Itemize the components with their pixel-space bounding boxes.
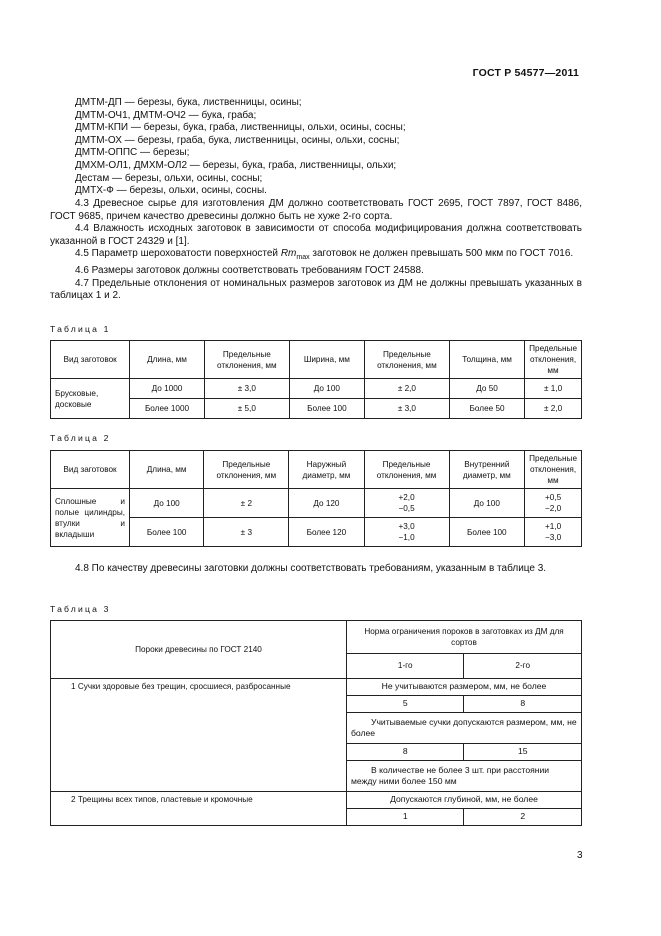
paragraph-4-7: 4.7 Предельные отклонения от номинальных размеров заготовок из ДМ не должны превышать указанных в таблицах 1 и 2. xyxy=(50,277,582,302)
table-cell xyxy=(525,489,582,518)
table-cell: 5 xyxy=(347,696,464,713)
grade-species: березы, ольхи, осины, сосны; xyxy=(124,172,263,184)
list-item xyxy=(50,97,582,110)
grade-species: бука, граба; xyxy=(201,109,257,121)
table2-header-row xyxy=(51,451,582,489)
table2-kind-cell: Сплошные и полые цилиндры, втулки и вкладыши xyxy=(51,489,130,547)
table-row xyxy=(51,679,582,696)
grade-species: березы, бука, лиственницы, осины; xyxy=(137,97,302,108)
table-cell: До 1000 xyxy=(130,379,204,399)
table3-defect-1: 1 Сучки здоровые без трещин, сросшиеся, разбросанные xyxy=(51,679,347,792)
grade-species: березы, бука, граба, лиственницы, ольхи; xyxy=(202,159,397,171)
table2-header-cell: Наружный диаметр, мм xyxy=(289,451,364,489)
paragraphs-block xyxy=(50,198,582,303)
table1-header-cell: Предельные отклонения, мм xyxy=(364,341,449,379)
table3-defects-header: Пороки древесины по ГОСТ 2140 xyxy=(51,621,347,679)
paragraph-4-8: 4.8 По качеству древесины заготовки должны соответствовать требованиям, указанным в таблице 3. xyxy=(75,563,547,574)
grade-name: ДМТМ-ОППС xyxy=(75,147,138,159)
page-number: 3 xyxy=(577,850,583,861)
table-cell: Более 120 xyxy=(289,518,364,547)
table2-header-cell: Длина, мм xyxy=(130,451,204,489)
table-cell: До 120 xyxy=(289,489,364,518)
list-item xyxy=(50,160,582,173)
table-cell: В количестве не более 3 шт. при расстоянии между ними более 150 мм xyxy=(347,761,582,792)
grade-name: ДМТМ-ОХ xyxy=(75,134,122,146)
list-item xyxy=(50,147,582,160)
table3-caption: Таблица 3 xyxy=(50,604,111,614)
table-cell: 15 xyxy=(464,744,582,761)
deviation-upper: +3,0 xyxy=(398,522,415,531)
table1-header-cell: Предельные отклонения, мм xyxy=(525,341,582,379)
table-cell: Более 1000 xyxy=(130,399,204,419)
grade-name: ДМТМ-КПИ xyxy=(75,122,129,134)
roughness-symbol: Rm xyxy=(280,248,297,260)
paragraph-4-4: 4.4 Влажность исходных заготовок в зависимости от способа модифицирования должна соответствовать указанной в ГОСТ 24329 и [1]. xyxy=(50,223,582,247)
table-cell: ± 1,0 xyxy=(525,379,582,399)
list-item xyxy=(50,173,582,186)
table2-header-cell: Внутренний диаметр, мм xyxy=(449,451,525,489)
dash: — xyxy=(124,97,135,108)
table-cell: Не учитываются размером, мм, не более xyxy=(347,679,582,696)
paragraph-4-5 xyxy=(50,248,582,265)
table-cell: ± 2 xyxy=(204,489,289,518)
paragraph-block-4-8 xyxy=(50,563,582,576)
list-item xyxy=(50,135,582,148)
table-cell xyxy=(525,518,582,547)
table-cell: 2 xyxy=(464,809,582,826)
table2-header-cell: Предельные отклонения, мм xyxy=(364,451,449,489)
grade-name: ДМХМ-ОЛ1, ДМХМ-ОЛ2 xyxy=(75,159,188,171)
deviation-lower: −0,5 xyxy=(398,504,415,513)
table1-header-cell: Ширина, мм xyxy=(289,341,364,379)
table-cell: Допускаются глубиной, мм, не более xyxy=(347,792,582,809)
dash: — xyxy=(124,134,135,146)
list-item xyxy=(50,185,582,198)
dash: — xyxy=(116,185,127,197)
table2-caption: Таблица 2 xyxy=(50,433,111,443)
roughness-subscript: max xyxy=(296,254,310,262)
table-cell: ± 2,0 xyxy=(525,399,582,419)
deviation-upper: +0,5 xyxy=(544,493,562,502)
table-cell xyxy=(364,518,449,547)
table3-norm-header: Норма ограничения пороков в заготовках из ДМ для сортов xyxy=(347,621,582,654)
dash: — xyxy=(188,109,199,121)
table2-header-cell: Предельные отклонения, мм xyxy=(204,451,289,489)
table1-header-row xyxy=(51,341,582,379)
deviation-upper: +1,0 xyxy=(544,522,562,531)
table-cell: Более 100 xyxy=(289,399,364,419)
table1-header-cell: Предельные отклонения, мм xyxy=(204,341,289,379)
table-cell: До 100 xyxy=(130,489,204,518)
grade-name: Дестам xyxy=(75,172,110,184)
grades-list xyxy=(50,97,582,198)
table-row xyxy=(51,518,582,547)
table-row xyxy=(51,399,582,419)
paragraph-4-5-start: 4.5 Параметр шероховатости поверхностей xyxy=(75,248,279,260)
grade-species: березы, граба, бука, лиственницы, осины, ольхи, сосны; xyxy=(137,134,400,146)
deviation-lower: −1,0 xyxy=(398,533,415,542)
dash: — xyxy=(189,159,200,171)
table-cell: До 100 xyxy=(449,489,525,518)
grade-species: березы, ольхи, осины, сосны. xyxy=(129,185,267,197)
list-item xyxy=(50,122,582,135)
grade-name: ДМТХ-Ф xyxy=(75,185,114,197)
table1-header-cell: Длина, мм xyxy=(130,341,204,379)
table2-header-cell: Вид заготовок xyxy=(51,451,130,489)
table-cell: 1 xyxy=(347,809,464,826)
grade-species: березы, бука, граба, лиственницы, ольхи, осины, сосны; xyxy=(143,122,406,134)
table-cell: ± 5,0 xyxy=(204,399,289,419)
table3 xyxy=(50,620,582,826)
table2 xyxy=(50,450,582,547)
dash: — xyxy=(140,147,151,159)
table-cell: Более 100 xyxy=(449,518,525,547)
list-item xyxy=(50,110,582,123)
table3-grade-1: 1-го xyxy=(347,654,464,679)
table-cell: ± 3,0 xyxy=(364,399,449,419)
dash: — xyxy=(112,172,123,184)
table1-kind-cell: Брусковые, досковые xyxy=(51,379,130,419)
table-cell xyxy=(364,489,449,518)
table-cell: ± 2,0 xyxy=(364,379,449,399)
table1-caption: Таблица 1 xyxy=(50,324,111,334)
table-row xyxy=(51,792,582,809)
table-cell: ± 3,0 xyxy=(204,379,289,399)
deviation-lower: −3,0 xyxy=(544,533,562,542)
grade-name: ДМТМ-ДП xyxy=(75,97,122,108)
paragraph-4-5-end: заготовок не должен превышать 500 мкм по ГОСТ 7016. xyxy=(312,248,574,260)
table3-defect-2: 2 Трещины всех типов, пластевые и кромочные xyxy=(51,792,347,826)
deviation-lower: −2,0 xyxy=(544,504,562,513)
table-cell: Учитываемые сучки допускаются размером, мм, не более xyxy=(347,713,582,744)
dash: — xyxy=(130,122,141,134)
table3-grade-2: 2-го xyxy=(464,654,582,679)
table-cell: До 50 xyxy=(449,379,524,399)
deviation-upper: +2,0 xyxy=(398,493,415,502)
table-cell: 8 xyxy=(347,744,464,761)
table-cell: ± 3 xyxy=(204,518,289,547)
table-cell: 8 xyxy=(464,696,582,713)
table2-header-cell: Предельные отклонения, мм xyxy=(525,451,582,489)
table-row xyxy=(51,489,582,518)
table1 xyxy=(50,340,582,419)
paragraph-4-3: 4.3 Древесное сырье для изготовления ДМ должно соответствовать ГОСТ 2695, ГОСТ 7897, ГОСТ 8486, ГОСТ 9685, причем качество древесины должно быть не хуже 2-го сорта. xyxy=(50,198,582,222)
table-cell: Более 50 xyxy=(449,399,524,419)
grade-name: ДМТМ-ОЧ1, ДМТМ-ОЧ2 xyxy=(75,109,186,121)
table-cell: До 100 xyxy=(289,379,364,399)
table1-header-cell: Толщина, мм xyxy=(449,341,524,379)
paragraph-4-6: 4.6 Размеры заготовок должны соответствовать требованиям ГОСТ 24588. xyxy=(75,264,424,276)
grade-species: березы; xyxy=(152,147,190,159)
document-header: ГОСТ Р 54577—2011 xyxy=(472,67,579,79)
table-row xyxy=(51,379,582,399)
table1-header-cell: Вид заготовок xyxy=(51,341,130,379)
table3-header-row xyxy=(51,621,582,654)
table-cell: Более 100 xyxy=(130,518,204,547)
